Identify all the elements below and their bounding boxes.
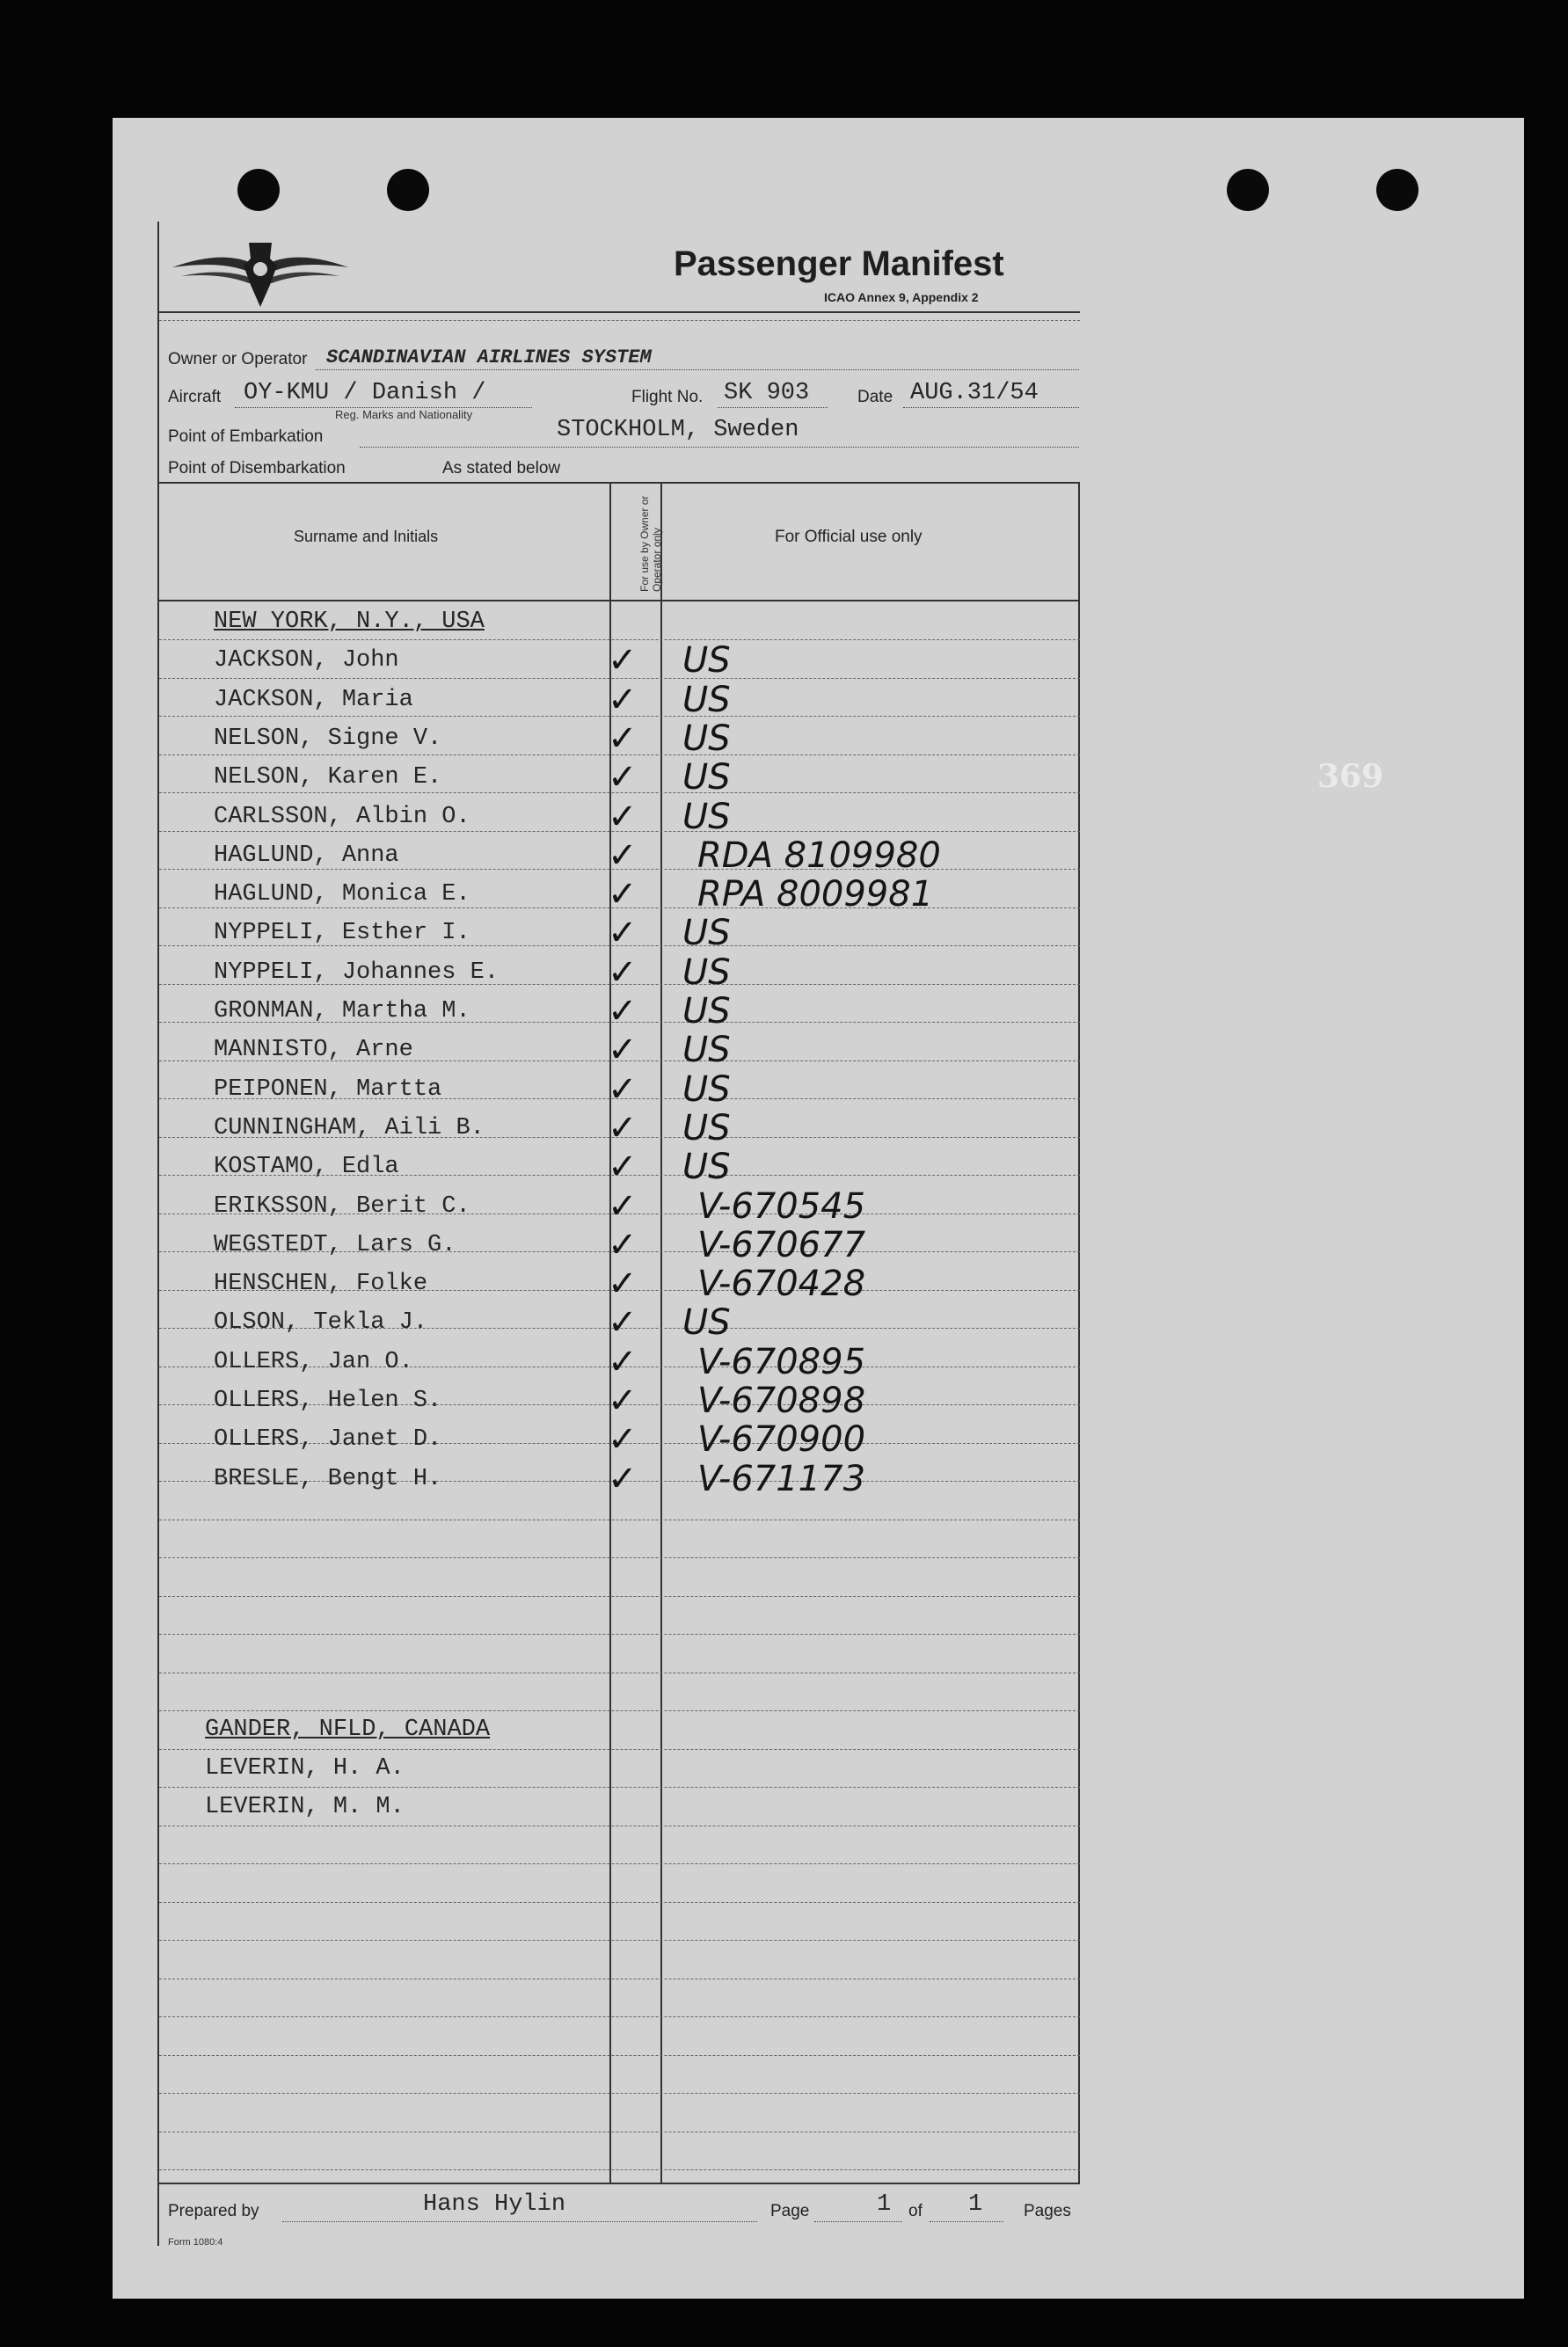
owner-label: Owner or Operator — [168, 350, 308, 368]
rule-line — [159, 1787, 1080, 1788]
check-mark: ✓ — [608, 913, 638, 954]
passenger-name: CUNNINGHAM, Aili B. — [214, 1114, 485, 1141]
page-total: 1 — [968, 2191, 983, 2218]
passenger-name: HENSCHEN, Folke — [214, 1271, 428, 1298]
rule-line — [159, 1902, 1080, 1903]
official-entry: US — [682, 991, 731, 1031]
official-entry: US — [682, 640, 731, 682]
embarkation-label: Point of Embarkation — [168, 427, 324, 446]
check-mark: ✓ — [608, 1030, 638, 1071]
official-entry: V-670428 — [697, 1264, 866, 1305]
check-mark: ✓ — [608, 1381, 638, 1421]
punch-hole — [1376, 169, 1418, 211]
passenger-name: BRESLE, Bengt H. — [214, 1465, 442, 1492]
passenger-name: HAGLUND, Monica E. — [214, 881, 470, 908]
passenger-name: OLLERS, Janet D. — [214, 1426, 442, 1454]
column-header-owner: For use by Owner or Operator only — [638, 495, 663, 592]
disembarkation-label: Point of Disembarkation — [168, 459, 346, 477]
flight-value: SK 903 — [724, 380, 810, 406]
check-mark: ✓ — [608, 640, 638, 682]
passenger-name: NYPPELI, Esther I. — [214, 920, 470, 947]
passenger-name: MANNISTO, Arne — [214, 1037, 413, 1064]
check-mark: ✓ — [608, 1302, 638, 1344]
disembarkation-value: As stated below — [442, 459, 561, 477]
rule-line — [159, 2055, 1080, 2056]
passenger-name: HAGLUND, Anna — [214, 842, 399, 869]
aircraft-label: Aircraft — [168, 388, 222, 406]
rule-line — [159, 1749, 1080, 1750]
official-entry: US — [682, 718, 731, 759]
punch-hole — [237, 169, 280, 211]
check-mark: ✓ — [608, 1224, 638, 1265]
official-entry: US — [682, 1147, 731, 1188]
official-entry: US — [682, 796, 731, 837]
page-number: 1 — [877, 2191, 892, 2218]
official-entry: V-670898 — [697, 1381, 866, 1421]
official-entry: US — [682, 1107, 731, 1148]
check-mark: ✓ — [608, 1458, 638, 1499]
document-title: Passenger Manifest — [674, 244, 1004, 283]
rule-line — [159, 1710, 1080, 1711]
table-header — [159, 482, 1080, 605]
rule-line — [159, 2169, 1080, 2170]
official-entry: US — [682, 913, 731, 954]
prepared-by-label: Prepared by — [168, 2202, 259, 2220]
check-mark: ✓ — [608, 874, 638, 915]
pages-label: Pages — [1024, 2202, 1071, 2220]
rule-line — [159, 1863, 1080, 1864]
official-entry: US — [682, 951, 731, 993]
passenger-name: ERIKSSON, Berit C. — [214, 1192, 470, 1220]
passenger-name: LEVERIN, H. A. — [205, 1755, 405, 1782]
passenger-name: OLLERS, Jan O. — [214, 1348, 413, 1375]
passenger-name: GRONMAN, Martha M. — [214, 998, 470, 1024]
of-label: of — [908, 2202, 923, 2220]
official-entry: RPA 8009981 — [697, 874, 934, 915]
passenger-name: NELSON, Signe V. — [214, 725, 442, 752]
punch-hole — [1227, 169, 1269, 211]
official-entry: US — [682, 757, 731, 798]
passenger-name: OLSON, Tekla J. — [214, 1309, 428, 1337]
passenger-name: KOSTAMO, Edla — [214, 1154, 399, 1181]
passenger-name: NELSON, Karen E. — [214, 764, 442, 791]
official-entry: US — [682, 679, 731, 720]
prepared-by-value: Hans Hylin — [423, 2191, 566, 2218]
check-mark: ✓ — [608, 1147, 638, 1188]
rule-line — [159, 1940, 1080, 1941]
check-mark: ✓ — [608, 1107, 638, 1148]
official-entry: US — [682, 1068, 731, 1110]
embarkation-value: STOCKHOLM, Sweden — [557, 417, 799, 443]
official-entry: V-671173 — [697, 1458, 866, 1499]
column-header-official: For Official use only — [775, 528, 923, 546]
destination-heading: GANDER, NFLD, CANADA — [205, 1717, 491, 1743]
check-mark: ✓ — [608, 835, 638, 876]
punch-hole — [387, 169, 429, 211]
check-mark: ✓ — [608, 718, 638, 759]
official-entry: US — [682, 1030, 731, 1071]
official-entry: US — [682, 1302, 731, 1344]
check-mark: ✓ — [608, 757, 638, 798]
passenger-name: WEGSTEDT, Lars G. — [214, 1231, 456, 1258]
check-mark: ✓ — [608, 1264, 638, 1305]
check-mark: ✓ — [608, 679, 638, 720]
passenger-name: LEVERIN, M. M. — [205, 1794, 405, 1820]
passenger-name: JACKSON, Maria — [214, 686, 413, 713]
column-header-name: Surname and Initials — [294, 528, 439, 545]
aircraft-caption: Reg. Marks and Nationality — [335, 408, 473, 421]
check-mark: ✓ — [608, 1419, 638, 1461]
passenger-name: OLLERS, Helen S. — [214, 1388, 442, 1414]
owner-value: SCANDINAVIAN AIRLINES SYSTEM — [326, 346, 652, 368]
check-mark: ✓ — [608, 1185, 638, 1227]
rule-line — [159, 1596, 1080, 1597]
official-entry: RDA 8109980 — [697, 835, 941, 876]
rule-line — [159, 1634, 1080, 1635]
rule-line — [159, 2016, 1080, 2017]
official-entry: V-670545 — [697, 1185, 866, 1227]
page-label: Page — [770, 2202, 810, 2220]
document-subtitle: ICAO Annex 9, Appendix 2 — [824, 290, 979, 304]
passenger-name: NYPPELI, Johannes E. — [214, 958, 500, 986]
form-number: Form 1080:4 — [168, 2237, 223, 2248]
destination-heading: NEW YORK, N.Y., USA — [214, 609, 485, 635]
rule-line — [159, 1557, 1080, 1558]
check-mark: ✓ — [608, 796, 638, 837]
date-label: Date — [857, 388, 893, 406]
manifest-form — [157, 222, 1080, 2246]
check-mark: ✓ — [608, 991, 638, 1031]
official-entry: V-670677 — [697, 1224, 866, 1265]
rule-line — [159, 2093, 1080, 2094]
aircraft-value: OY-KMU / Danish / — [244, 380, 486, 406]
archive-number: 369 — [1317, 758, 1384, 795]
official-entry: V-670900 — [697, 1419, 866, 1461]
check-mark: ✓ — [608, 1068, 638, 1110]
check-mark: ✓ — [608, 951, 638, 993]
passenger-name: PEIPONEN, Martta — [214, 1075, 442, 1103]
date-value: AUG.31/54 — [910, 380, 1039, 406]
airline-logo-icon — [168, 232, 353, 311]
flight-label: Flight No. — [631, 388, 704, 406]
passenger-name: JACKSON, John — [214, 647, 399, 674]
passenger-name: CARLSSON, Albin O. — [214, 803, 470, 830]
official-entry: V-670895 — [697, 1341, 866, 1382]
check-mark: ✓ — [608, 1341, 638, 1382]
